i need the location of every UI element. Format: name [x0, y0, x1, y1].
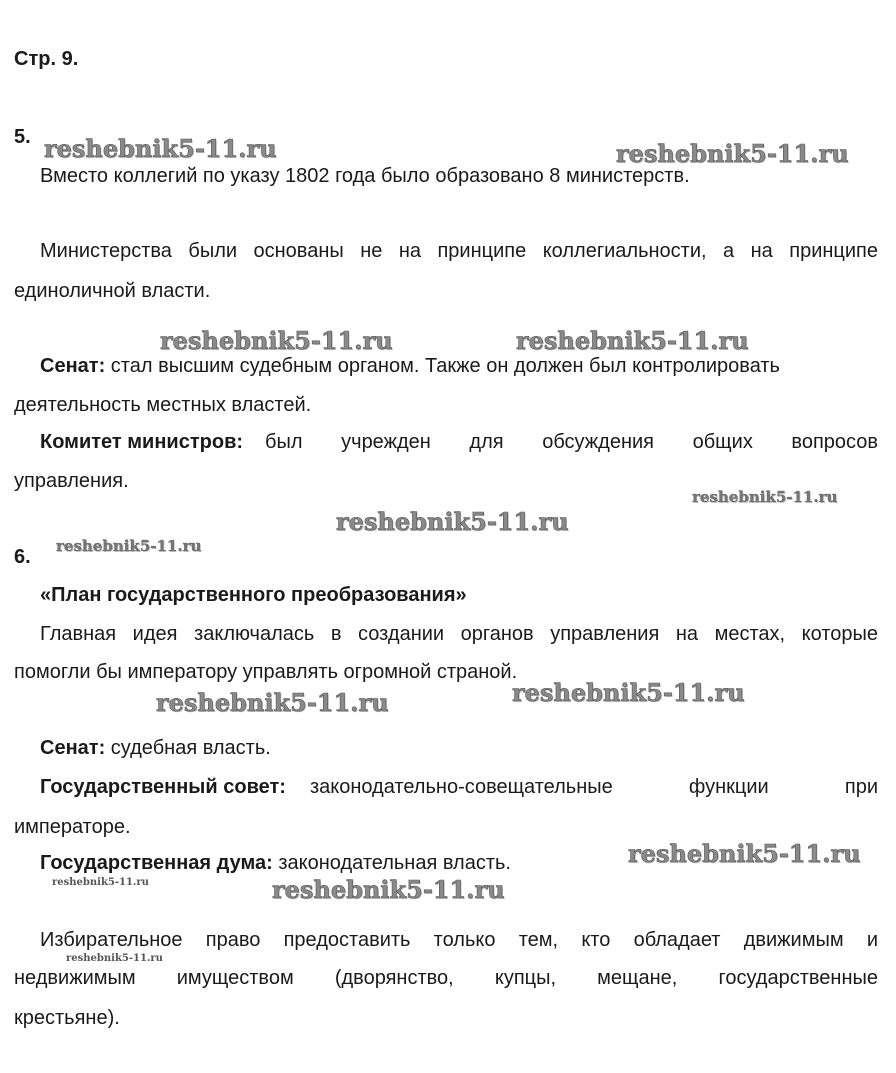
q6-sovet-text: законодательно-совещательные функции при	[309, 776, 878, 798]
q6-title: «План государственного преобразования»	[40, 584, 467, 606]
q5-komitet-line-1	[40, 430, 878, 454]
question-6-number: 6.	[14, 546, 31, 568]
question-5-number: 5.	[14, 126, 31, 148]
q6-vote-line-1: Избирательное право предоставить только тем, кто обладает движимым и	[40, 929, 878, 951]
q5-paragraph-1: Вместо коллегий по указу 1802 года было образовано 8 министерств.	[40, 165, 690, 187]
watermark: reshebnik5-11.ru	[272, 875, 505, 904]
watermark: reshebnik5-11.ru	[44, 134, 277, 163]
q6-vote-line-3: крестьяне).	[14, 1007, 120, 1029]
q6-sovet-line-2: императоре.	[14, 816, 131, 838]
watermark: reshebnik5-11.ru	[156, 688, 389, 717]
q5-senat-text: стал высшим судебным органом. Также он должен был контролировать	[110, 355, 780, 377]
q6-duma-label: Государственная дума:	[40, 852, 273, 874]
watermark: reshebnik5-11.ru	[52, 877, 149, 888]
watermark: reshebnik5-11.ru	[512, 678, 745, 707]
q6-sovet-line-1	[40, 775, 878, 799]
watermark: reshebnik5-11.ru	[616, 139, 849, 168]
q5-senat-line-1	[40, 354, 878, 378]
q5-senat-label: Сенат:	[40, 355, 106, 377]
q6-sovet-label: Государственный совет:	[40, 776, 286, 798]
q6-vote-line-2: недвижимым имуществом (дворянство, купцы, мещане, государственные	[14, 967, 878, 989]
q6-senat-line	[40, 736, 878, 760]
q5-komitet-line-2: управления.	[14, 470, 129, 492]
q5-komitet-words: был учрежден для обсуждения общих вопросов	[265, 431, 878, 453]
watermark: reshebnik5-11.ru	[692, 488, 838, 506]
watermark: reshebnik5-11.ru	[628, 839, 861, 868]
watermark: reshebnik5-11.ru	[160, 326, 393, 355]
q5-paragraph-2-line-1: Министерства были основаны не на принципе коллегиальности, а на принципе	[40, 240, 878, 262]
page-number: Стр. 9.	[14, 48, 79, 70]
q6-senat-text: судебная власть.	[110, 737, 271, 759]
q6-duma-text: законодательная власть.	[278, 852, 511, 874]
q6-idea-line-1: Главная идея заключалась в создании органов управления на местах, которые	[40, 623, 878, 645]
q6-idea-line-2: помогли бы императору управлять огромной страной.	[14, 661, 518, 683]
q5-komitet-label: Комитет министров:	[40, 431, 244, 453]
watermark: reshebnik5-11.ru	[336, 507, 569, 536]
watermark: reshebnik5-11.ru	[516, 326, 749, 355]
q6-senat-label: Сенат:	[40, 737, 106, 759]
q5-paragraph-2-line-2: единоличной власти.	[14, 280, 211, 302]
q5-komitet-text	[265, 430, 878, 454]
q5-senat-line-2: деятельность местных властей.	[14, 394, 312, 416]
watermark: reshebnik5-11.ru	[66, 953, 163, 964]
watermark: reshebnik5-11.ru	[56, 537, 202, 555]
